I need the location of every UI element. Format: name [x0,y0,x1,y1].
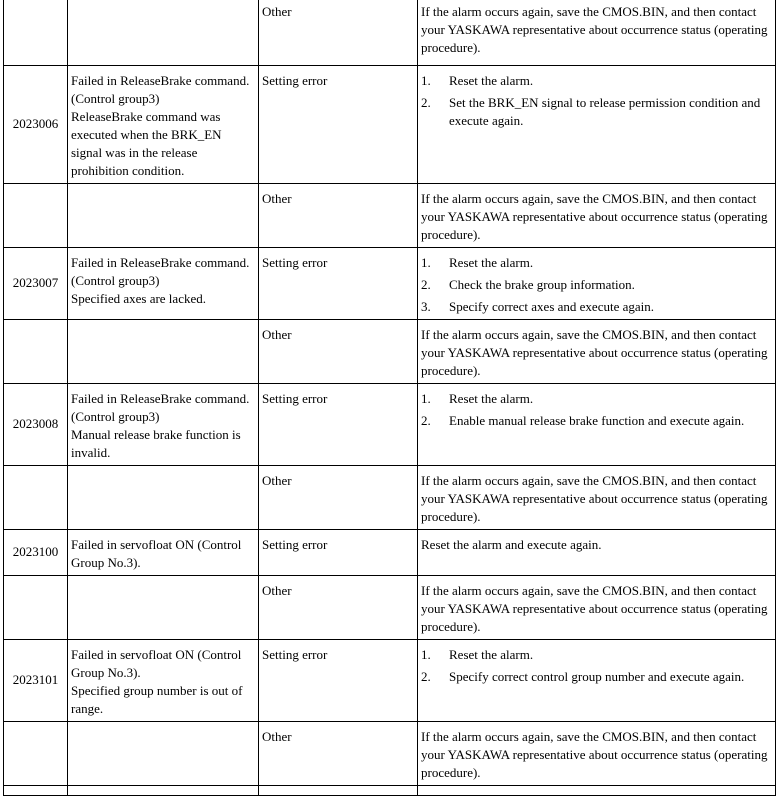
alarm-remedy-cell [418,575,776,639]
remedy-step [421,646,772,664]
table-row [4,247,776,319]
remedy-step [421,254,772,272]
remedy-step-text: Reset the alarm. [449,72,534,88]
alarm-code-cell [4,721,68,785]
alarm-cause-cell: Other [259,465,418,529]
alarm-description-cell [68,319,259,383]
alarm-cause-cell: Setting error [259,639,418,721]
empty-cell [259,785,418,795]
remedy-step-text: Reset the alarm. [449,254,534,270]
remedy-step-number: 1. [421,72,431,88]
empty-cell [418,785,776,795]
remedy-text: If the alarm occurs again, save the CMOS.BIN, and then contact your YASKAWA representative about occurrence status (operating procedure). [421,582,768,634]
alarm-table-body [4,0,776,795]
alarm-description-cell [68,465,259,529]
alarm-cause-cell: Other [259,183,418,247]
table-row [4,0,776,65]
table-row [4,319,776,383]
alarm-code-cell: 2023008 [4,383,68,465]
alarm-code-cell [4,575,68,639]
remedy-step-number: 2. [421,668,431,684]
remedy-step-text: Set the BRK_EN signal to release permission condition and execute again. [449,94,761,128]
alarm-code-cell: 2023100 [4,529,68,575]
alarm-code-cell: 2023007 [4,247,68,319]
alarm-remedy-cell [418,529,776,575]
alarm-remedy-cell [418,0,776,65]
remedy-step-number: 2. [421,412,431,428]
alarm-cause-cell: Setting error [259,247,418,319]
remedy-text: If the alarm occurs again, save the CMOS.BIN, and then contact your YASKAWA representative about occurrence status (operating procedure). [421,4,768,55]
table-row [4,65,776,183]
alarm-remedy-cell [418,465,776,529]
alarm-cause-cell: Setting error [259,529,418,575]
alarm-remedy-cell [418,319,776,383]
alarm-description-cell: Failed in ReleaseBrake command. (Control group3) Manual release brake function is invalid. [68,383,259,465]
table-row [4,383,776,465]
remedy-step-number: 2. [421,94,431,110]
remedy-step [421,668,772,686]
remedy-step [421,390,772,408]
table-row [4,465,776,529]
remedy-text: If the alarm occurs again, save the CMOS.BIN, and then contact your YASKAWA representative about occurrence status (operating procedure). [421,472,768,524]
table-row [4,721,776,785]
alarm-code-cell [4,0,68,65]
remedy-steps-list [421,390,772,430]
alarm-description-cell: Failed in servofloat ON (Control Group No.3). [68,529,259,575]
table-row [4,529,776,575]
alarm-description-cell [68,721,259,785]
remedy-step-number: 1. [421,254,431,270]
remedy-step [421,298,772,316]
alarm-description-cell: Failed in ReleaseBrake command. (Control group3) Specified axes are lacked. [68,247,259,319]
alarm-remedy-cell [418,383,776,465]
alarm-cause-cell: Other [259,0,418,65]
remedy-steps-list [421,646,772,686]
alarm-remedy-cell [418,639,776,721]
alarm-cause-cell: Other [259,721,418,785]
remedy-steps-list [421,72,772,130]
alarm-remedy-cell [418,721,776,785]
alarm-cause-cell: Setting error [259,383,418,465]
remedy-step-text: Enable manual release brake function and execute again. [449,412,745,428]
remedy-step-text: Reset the alarm. [449,646,534,662]
alarm-code-cell [4,319,68,383]
remedy-step-number: 2. [421,276,431,292]
remedy-text: If the alarm occurs again, save the CMOS.BIN, and then contact your YASKAWA representative about occurrence status (operating procedure). [421,728,768,780]
table-row [4,183,776,247]
remedy-step [421,94,772,130]
alarm-remedy-cell [418,183,776,247]
remedy-text: If the alarm occurs again, save the CMOS.BIN, and then contact your YASKAWA representative about occurrence status (operating procedure). [421,190,768,242]
table-row [4,639,776,721]
alarm-code-cell: 2023101 [4,639,68,721]
remedy-text: If the alarm occurs again, save the CMOS.BIN, and then contact your YASKAWA representative about occurrence status (operating procedure). [421,326,768,378]
table-row-partial [4,785,776,795]
alarm-cause-cell: Setting error [259,65,418,183]
alarm-code-cell: 2023006 [4,65,68,183]
alarm-code-cell [4,183,68,247]
alarm-description-cell: Failed in ReleaseBrake command. (Control group3) ReleaseBrake command was executed when the BRK_EN signal was in the release prohibition condition. [68,65,259,183]
remedy-step [421,412,772,430]
alarm-description-cell [68,183,259,247]
alarm-table [3,0,776,796]
remedy-step-text: Reset the alarm. [449,390,534,406]
remedy-step [421,72,772,90]
alarm-remedy-cell [418,247,776,319]
alarm-cause-cell: Other [259,319,418,383]
remedy-step-number: 1. [421,390,431,406]
remedy-step-text: Specify correct axes and execute again. [449,298,655,314]
alarm-description-cell [68,575,259,639]
remedy-step-text: Specify correct control group number and execute again. [449,668,745,684]
alarm-code-cell [4,465,68,529]
remedy-step [421,276,772,294]
empty-cell [68,785,259,795]
alarm-description-cell: Failed in servofloat ON (Control Group No.3). Specified group number is out of range. [68,639,259,721]
alarm-cause-cell: Other [259,575,418,639]
remedy-text: Reset the alarm and execute again. [421,536,602,552]
remedy-step-number: 1. [421,646,431,662]
table-row [4,575,776,639]
remedy-steps-list [421,254,772,316]
empty-cell [4,785,68,795]
alarm-remedy-cell [418,65,776,183]
remedy-step-text: Check the brake group information. [449,276,635,292]
alarm-description-cell [68,0,259,65]
remedy-step-number: 3. [421,298,431,314]
